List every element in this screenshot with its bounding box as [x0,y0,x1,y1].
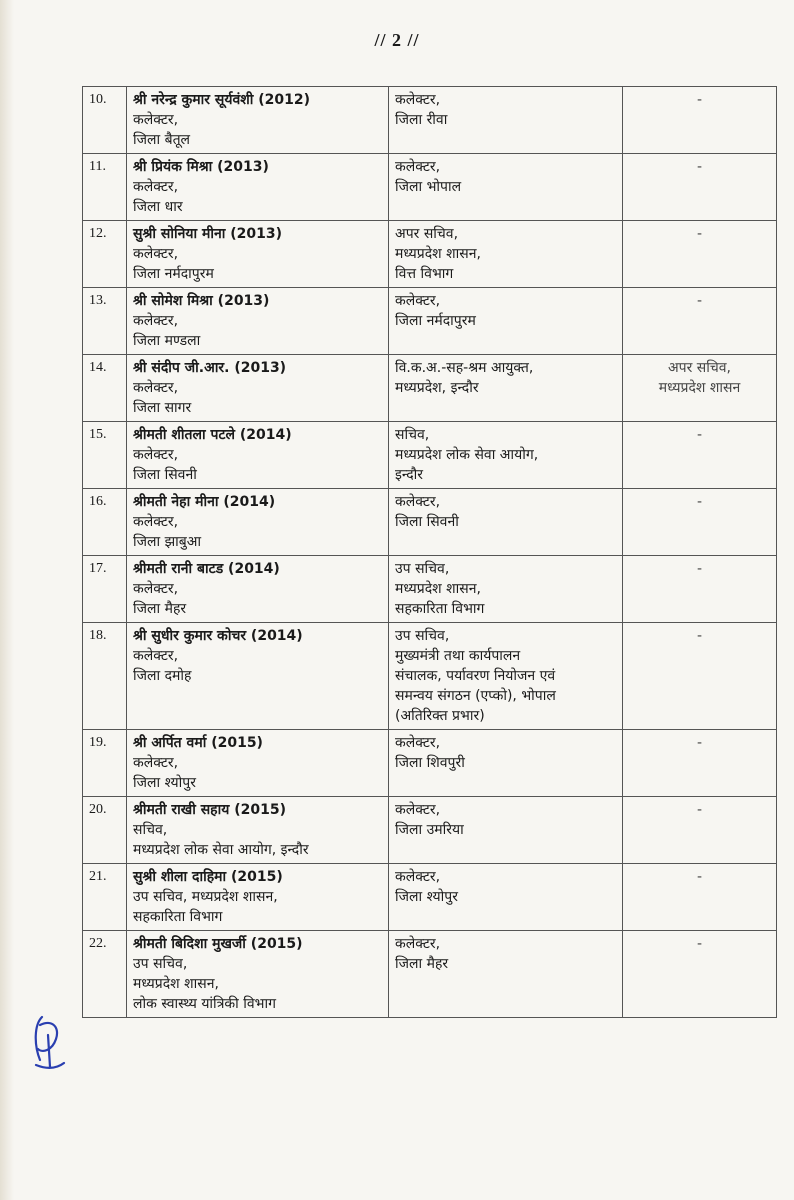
current-posting-line: मध्यप्रदेश शासन, [133,976,219,992]
new-posting-line: कलेक्टर, [395,869,441,885]
officer-name: सुश्री शीला दाहिमा (2015) [133,869,283,885]
additional-charge-line: - [696,869,703,885]
additional-charge-cell [623,355,777,422]
additional-charge-cell [623,797,777,864]
new-posting-line: वित्त विभाग [395,266,454,282]
table-body [83,87,777,1018]
additional-charge-line: - [696,561,703,577]
current-posting-line: जिला मण्डला [133,333,201,349]
new-posting-cell [389,556,623,623]
table-row [83,556,777,623]
additional-charge-cell [623,288,777,355]
new-posting-line: इन्दौर [395,467,423,483]
current-posting-line: जिला बैतूल [133,132,191,148]
current-posting-line: उप सचिव, [133,956,188,972]
new-posting-line: कलेक्टर, [395,92,441,108]
new-posting-cell [389,355,623,422]
additional-charge-cell [623,623,777,730]
table-row [83,864,777,931]
new-posting-line: मध्यप्रदेश, इन्दौर [395,380,479,396]
transfer-order-table [82,86,777,1018]
new-posting-line: संचालक, पर्यावरण नियोजन एवं [395,668,556,684]
current-posting-line: कलेक्टर, [133,179,179,195]
serial-number: 17. [83,556,127,623]
new-posting-line: सचिव, [395,427,430,443]
new-posting-cell [389,931,623,1018]
current-posting-line: कलेक्टर, [133,755,179,771]
signature-initials-icon [30,1005,70,1075]
current-posting-line: कलेक्टर, [133,313,179,329]
additional-charge-line: - [696,936,703,952]
serial-number: 19. [83,730,127,797]
officer-name: श्री सोमेश मिश्रा (2013) [133,293,270,309]
new-posting-line: जिला मैहर [395,956,449,972]
current-posting-line: जिला सागर [133,400,192,416]
table-row [83,288,777,355]
officer-cell [127,931,389,1018]
current-posting-line: सचिव, [133,822,168,838]
new-posting-cell [389,288,623,355]
additional-charge-line: अपर सचिव, [667,360,732,376]
new-posting-line: जिला उमरिया [395,822,464,838]
officer-cell [127,730,389,797]
current-posting-line: लोक स्वास्थ्य यांत्रिकी विभाग [133,996,277,1012]
serial-number: 12. [83,221,127,288]
additional-charge-cell [623,864,777,931]
officer-cell [127,422,389,489]
new-posting-line: कलेक्टर, [395,735,441,751]
new-posting-line: मध्यप्रदेश लोक सेवा आयोग, [395,447,539,463]
officer-cell [127,221,389,288]
officer-name: श्री सुधीर कुमार कोचर (2014) [133,628,303,644]
officer-cell [127,288,389,355]
officer-name: श्रीमती नेहा मीना (2014) [133,494,276,510]
table-row [83,355,777,422]
new-posting-line: उप सचिव, [395,628,450,644]
additional-charge-cell [623,931,777,1018]
current-posting-line: कलेक्टर, [133,447,179,463]
officer-cell [127,87,389,154]
table-row [83,623,777,730]
current-posting-line: उप सचिव, मध्यप्रदेश शासन, [133,889,278,905]
officer-cell [127,556,389,623]
new-posting-cell [389,864,623,931]
current-posting-line: कलेक्टर, [133,648,179,664]
new-posting-line: जिला भोपाल [395,179,462,195]
new-posting-line: कलेक्टर, [395,293,441,309]
new-posting-cell [389,730,623,797]
new-posting-line: कलेक्टर, [395,802,441,818]
additional-charge-line: - [696,628,703,644]
additional-charge-cell [623,221,777,288]
table-row [83,931,777,1018]
new-posting-line: कलेक्टर, [395,936,441,952]
additional-charge-cell [623,489,777,556]
officer-name: श्रीमती रानी बाटड (2014) [133,561,280,577]
current-posting-line: जिला नर्मदापुरम [133,266,214,282]
table-row [83,797,777,864]
current-posting-line: जिला दमोह [133,668,192,684]
additional-charge-line: - [696,159,703,175]
officer-name: सुश्री सोनिया मीना (2013) [133,226,283,242]
officer-cell [127,623,389,730]
additional-charge-line: - [696,226,703,242]
serial-number: 18. [83,623,127,730]
new-posting-line: सहकारिता विभाग [395,601,485,617]
new-posting-line: समन्वय संगठन (एप्को), भोपाल [395,688,556,704]
table-row [83,422,777,489]
table-row [83,730,777,797]
current-posting-line: जिला धार [133,199,183,215]
officer-cell [127,355,389,422]
new-posting-cell [389,797,623,864]
serial-number: 20. [83,797,127,864]
new-posting-line: मध्यप्रदेश शासन, [395,246,481,262]
officer-name: श्रीमती राखी सहाय (2015) [133,802,286,818]
current-posting-line: कलेक्टर, [133,112,179,128]
additional-charge-line: मध्यप्रदेश शासन [658,380,741,396]
current-posting-line: कलेक्टर, [133,581,179,597]
additional-charge-line: - [696,427,703,443]
officer-name: श्रीमती शीतला पटले (2014) [133,427,292,443]
officer-name: श्री नरेन्द्र कुमार सूर्यवंशी (2012) [133,92,311,108]
additional-charge-line: - [696,92,703,108]
new-posting-line: जिला श्योपुर [395,889,458,905]
page-number: // 2 // [374,30,420,50]
additional-charge-line: - [696,802,703,818]
new-posting-line: जिला नर्मदापुरम [395,313,476,329]
additional-charge-cell [623,556,777,623]
officer-name: श्री प्रियंक मिश्रा (2013) [133,159,269,175]
table-row [83,489,777,556]
page-edge-shadow [0,0,14,1200]
new-posting-cell [389,623,623,730]
new-posting-line: उप सचिव, [395,561,450,577]
additional-charge-cell [623,730,777,797]
new-posting-line: अपर सचिव, [395,226,459,242]
current-posting-line: कलेक्टर, [133,246,179,262]
new-posting-line: मुख्यमंत्री तथा कार्यपालन [395,648,521,664]
new-posting-line: जिला रीवा [395,112,448,128]
serial-number: 16. [83,489,127,556]
additional-charge-line: - [696,735,703,751]
officer-cell [127,864,389,931]
current-posting-line: सहकारिता विभाग [133,909,223,925]
current-posting-line: मध्यप्रदेश लोक सेवा आयोग, इन्दौर [133,842,309,858]
current-posting-line: कलेक्टर, [133,380,179,396]
additional-charge-line: - [696,494,703,510]
new-posting-line: कलेक्टर, [395,159,441,175]
serial-number: 14. [83,355,127,422]
current-posting-line: कलेक्टर, [133,514,179,530]
table-row [83,154,777,221]
new-posting-line: जिला सिवनी [395,514,459,530]
officer-name: श्री संदीप जी.आर. (2013) [133,360,287,376]
current-posting-line: जिला सिवनी [133,467,197,483]
table-row [83,221,777,288]
table-row [83,87,777,154]
serial-number: 11. [83,154,127,221]
officer-name: श्री अर्पित वर्मा (2015) [133,735,263,751]
new-posting-line: मध्यप्रदेश शासन, [395,581,481,597]
serial-number: 10. [83,87,127,154]
new-posting-cell [389,221,623,288]
officer-cell [127,489,389,556]
additional-charge-cell [623,422,777,489]
officer-cell [127,797,389,864]
additional-charge-line: - [696,293,703,309]
new-posting-cell [389,489,623,556]
serial-number: 13. [83,288,127,355]
current-posting-line: जिला मैहर [133,601,187,617]
serial-number: 22. [83,931,127,1018]
officer-name: श्रीमती बिदिशा मुखर्जी (2015) [133,936,303,952]
new-posting-cell [389,87,623,154]
serial-number: 15. [83,422,127,489]
additional-charge-cell [623,87,777,154]
new-posting-line: (अतिरिक्त प्रभार) [395,708,485,724]
current-posting-line: जिला श्योपुर [133,775,196,791]
serial-number: 21. [83,864,127,931]
new-posting-cell [389,154,623,221]
additional-charge-cell [623,154,777,221]
officer-cell [127,154,389,221]
new-posting-line: वि.क.अ.-सह-श्रम आयुक्त, [395,360,534,376]
new-posting-line: जिला शिवपुरी [395,755,465,771]
new-posting-line: कलेक्टर, [395,494,441,510]
new-posting-cell [389,422,623,489]
current-posting-line: जिला झाबुआ [133,534,202,550]
